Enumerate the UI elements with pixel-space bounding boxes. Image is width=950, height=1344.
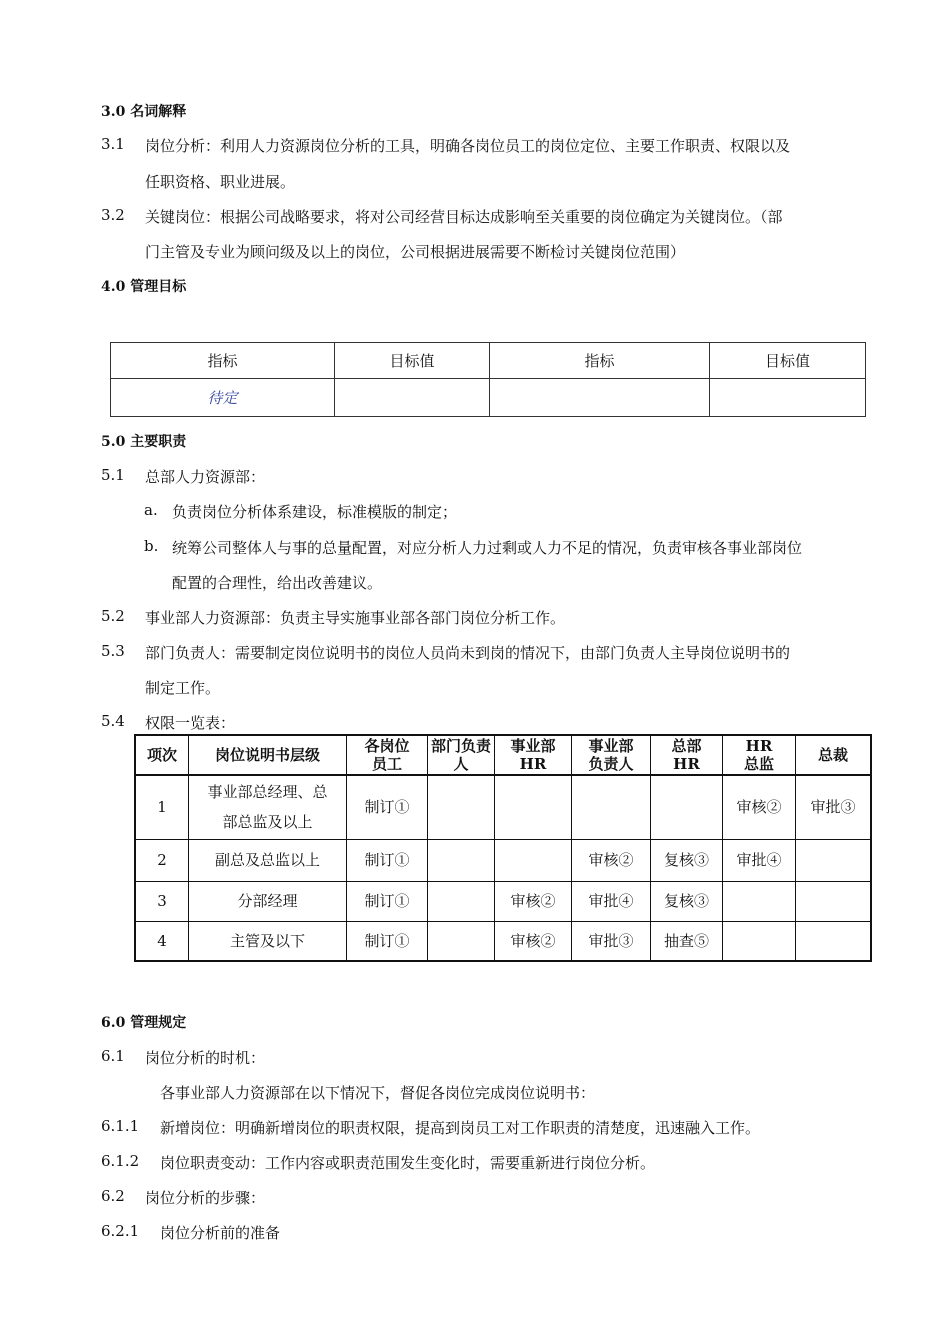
clause-6-1-number: 6.1	[101, 1047, 125, 1065]
auth-cell: 分部经理	[189, 881, 347, 921]
goal-cell	[490, 379, 710, 417]
auth-cell: 主管及以下	[189, 921, 347, 961]
item-b-marker: b.	[144, 537, 159, 555]
auth-cell	[723, 921, 796, 961]
section-4-heading: 4.0 管理目标	[101, 279, 187, 295]
clause-6-2-1-text: 岗位分析前的准备	[160, 1224, 281, 1242]
section-5-heading: 5.0 主要职责	[101, 434, 187, 450]
auth-cell	[723, 881, 796, 921]
clause-5-2-number: 5.2	[101, 607, 125, 625]
auth-cell: 复核③	[651, 839, 723, 881]
goal-header-indicator: 指标	[111, 343, 335, 379]
auth-cell	[572, 775, 651, 839]
clause-6-1-2-text: 岗位职责变动：工作内容或职责范围发生变化时，需要重新进行岗位分析。	[160, 1154, 656, 1172]
auth-cell	[428, 881, 495, 921]
auth-cell	[428, 839, 495, 881]
item-a-text: 负责岗位分析体系建设，标准模版的制定；	[172, 503, 458, 521]
clause-3-2-number: 3.2	[101, 206, 125, 224]
auth-cell	[495, 839, 572, 881]
goal-header-target: 目标值	[335, 343, 490, 379]
auth-cell: 审核②	[723, 775, 796, 839]
clause-6-1-1-number: 6.1.1	[101, 1117, 140, 1135]
auth-header-bu-head: 事业部负责人	[572, 735, 651, 775]
auth-cell	[428, 775, 495, 839]
auth-cell: 副总及总监以上	[189, 839, 347, 881]
auth-header-hq-hr: 总部HR	[651, 735, 723, 775]
table-row	[135, 839, 871, 881]
clause-3-2-text-cont: 门主管及专业为顾问级及以上的岗位，公司根据进展需要不断检讨关键岗位范围）	[145, 243, 686, 261]
authority-header-row	[135, 735, 871, 775]
authority-table	[134, 734, 872, 962]
auth-cell: 制订①	[347, 775, 428, 839]
auth-cell: 审核②	[495, 881, 572, 921]
auth-cell	[796, 839, 872, 881]
clause-6-1-2-number: 6.1.2	[101, 1152, 140, 1170]
clause-3-1-number: 3.1	[101, 135, 125, 153]
goal-cell	[335, 379, 490, 417]
auth-cell: 复核③	[651, 881, 723, 921]
auth-cell: 审批④	[572, 881, 651, 921]
item-b-text: 统筹公司整体人与事的总量配置，对应分析人力过剩或人力不足的情况，负责审核各事业部岗位	[172, 539, 803, 557]
auth-cell: 审批④	[723, 839, 796, 881]
goal-cell	[710, 379, 866, 417]
auth-header-item: 项次	[135, 735, 189, 775]
section-6-heading: 6.0 管理规定	[101, 1015, 187, 1031]
clause-3-1-text-cont: 任职资格、职业进展。	[145, 173, 296, 191]
auth-cell: 审核②	[572, 839, 651, 881]
auth-header-bu-hr: 事业部HR	[495, 735, 572, 775]
clause-5-1-number: 5.1	[101, 466, 125, 484]
section-3-heading: 3.0 名词解释	[101, 104, 187, 120]
clause-5-3-text-cont: 制定工作。	[145, 679, 221, 697]
auth-header-employee: 各岗位员工	[347, 735, 428, 775]
auth-cell: 审批③	[796, 775, 872, 839]
clause-5-2-text: 事业部人力资源部：负责主导实施事业部各部门岗位分析工作。	[145, 609, 566, 627]
auth-header-level: 岗位说明书层级	[189, 735, 347, 775]
auth-cell: 1	[135, 775, 189, 839]
auth-cell	[495, 775, 572, 839]
auth-cell: 制订①	[347, 921, 428, 961]
auth-cell: 制订①	[347, 839, 428, 881]
table-row	[135, 775, 871, 839]
clause-5-3-text: 部门负责人：需要制定岗位说明书的岗位人员尚未到岗的情况下，由部门负责人主导岗位说明书的	[145, 644, 791, 662]
clause-5-3-number: 5.3	[101, 642, 125, 660]
auth-header-dept-head: 部门负责人	[428, 735, 495, 775]
auth-cell	[796, 921, 872, 961]
clause-6-1-text: 岗位分析的时机：	[145, 1049, 266, 1067]
auth-cell: 4	[135, 921, 189, 961]
auth-cell	[796, 881, 872, 921]
goal-header-indicator-2: 指标	[490, 343, 710, 379]
goal-cell-pending: 待定	[111, 379, 335, 417]
clause-3-1-text: 岗位分析：利用人力资源岗位分析的工具，明确各岗位员工的岗位定位、主要工作职责、权限以及	[145, 137, 791, 155]
auth-cell: 审批③	[572, 921, 651, 961]
auth-cell: 事业部总经理、总部总监及以上	[189, 775, 347, 839]
clause-6-2-text: 岗位分析的步骤：	[145, 1189, 266, 1207]
auth-cell	[428, 921, 495, 961]
clause-5-4-number: 5.4	[101, 712, 125, 730]
auth-header-president: 总裁	[796, 735, 872, 775]
clause-5-4-text: 权限一览表：	[145, 714, 236, 732]
clause-6-1-intro: 各事业部人力资源部在以下情况下，督促各岗位完成岗位说明书：	[160, 1084, 596, 1102]
auth-cell: 2	[135, 839, 189, 881]
table-row	[135, 881, 871, 921]
auth-cell: 3	[135, 881, 189, 921]
clause-6-1-1-text: 新增岗位：明确新增岗位的职责权限，提高到岗员工对工作职责的清楚度，迅速融入工作。	[160, 1119, 761, 1137]
clause-6-2-number: 6.2	[101, 1187, 125, 1205]
item-a-marker: a.	[144, 501, 158, 519]
goal-table	[110, 342, 866, 417]
item-b-text-cont: 配置的合理性，给出改善建议。	[172, 574, 383, 592]
auth-cell: 抽查⑤	[651, 921, 723, 961]
goal-table-row	[111, 379, 866, 417]
goal-header-target-2: 目标值	[710, 343, 866, 379]
auth-cell	[651, 775, 723, 839]
auth-cell: 制订①	[347, 881, 428, 921]
table-row	[135, 921, 871, 961]
auth-cell: 审核②	[495, 921, 572, 961]
clause-6-2-1-number: 6.2.1	[101, 1222, 140, 1240]
goal-table-header-row	[111, 343, 866, 379]
clause-3-2-text: 关键岗位：根据公司战略要求，将对公司经营目标达成影响至关重要的岗位确定为关键岗位。（部	[145, 208, 783, 226]
auth-header-hr-director: HR总监	[723, 735, 796, 775]
clause-5-1-text: 总部人力资源部：	[145, 468, 266, 486]
